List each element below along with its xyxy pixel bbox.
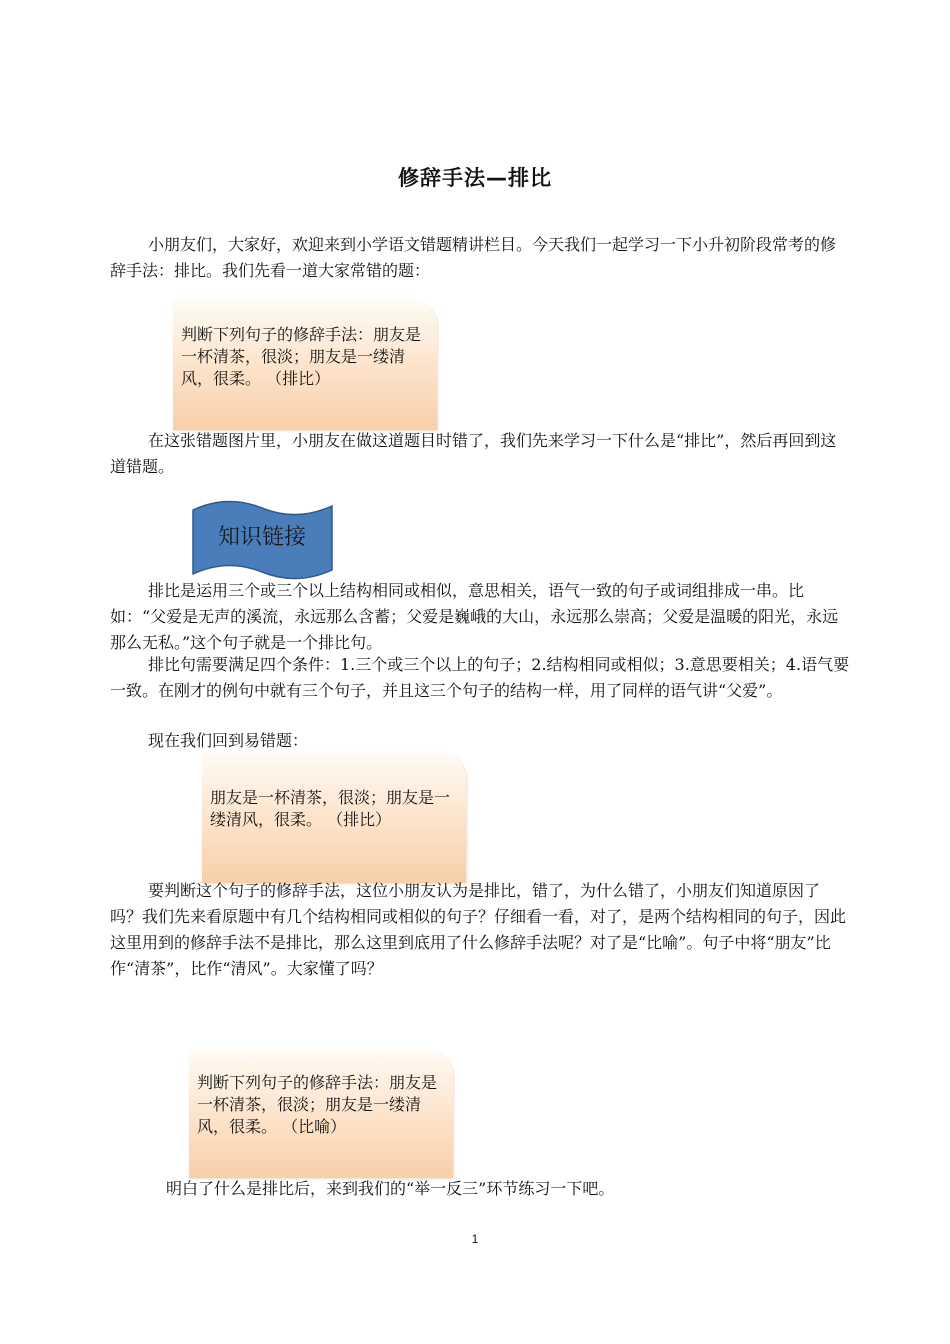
page-title: 修辞手法—排比 bbox=[398, 166, 552, 190]
closing-paragraph: 明白了什么是排比后，来到我们的“举一反三”环节练习一下吧。 bbox=[166, 1179, 615, 1198]
conditions-paragraph: 排比句需要满足四个条件：1.三个或三个以上的句子；2.结构相同或相似；3.意思要相关；4.语气要一致。在刚才的例句中就有三个句子，并且这三个句子的结构一样，用了同样的语气讲“父爱”。 bbox=[110, 655, 850, 700]
question-callout-1 bbox=[173, 300, 437, 430]
answer-callout-text: 判断下列句子的修辞手法：朋友是一杯清茶，很淡；朋友是一缕清风，很柔。 （比喻） bbox=[197, 1073, 438, 1136]
answer-callout bbox=[189, 1050, 453, 1178]
question-callout-2-text: 朋友是一杯清茶，很淡；朋友是一缕清风，很柔。 （排比） bbox=[210, 788, 451, 829]
knowledge-link-label: 知识链接 bbox=[217, 525, 306, 550]
intro-paragraph: 小朋友们，大家好，欢迎来到小学语文错题精讲栏目。今天我们一起学习一下小升初阶段常考的修辞手法：排比。我们先看一道大家常错的题： bbox=[110, 235, 837, 280]
question-callout-2 bbox=[202, 753, 466, 883]
after-question-paragraph: 在这张错题图片里，小朋友在做这道题目时错了，我们先来学习一下什么是“排比”，然后再回到这道错题。 bbox=[110, 431, 837, 476]
question-callout-1-text: 判断下列句子的修辞手法：朋友是一杯清茶，很淡；朋友是一缕清风，很柔。 （排比） bbox=[181, 325, 422, 388]
definition-paragraph: 排比是运用三个或三个以上结构相同或相似，意思相关，语气一致的句子或词组排成一串。比如：“父爱是无声的溪流，永远那么含蓄；父爱是巍峨的大山，永远那么崇高；父爱是温暖的阳光，永远那么无私。”这个句子就是一个排比句。 bbox=[110, 581, 839, 652]
explanation-paragraph: 要判断这个句子的修辞手法，这位小朋友认为是排比，错了，为什么错了，小朋友们知道原因了吗？我们先来看原题中有几个结构相同或相似的句子？仔细看一看，对了，是两个结构相同的句子，因此这里用到的修辞手法不是排比，那么这里到底用了什么修辞手法呢？对了是“比喻”。句子中将“朋友”比作“清茶”，比作“清风”。大家懂了吗？ bbox=[110, 881, 847, 978]
page-number: 1 bbox=[471, 1232, 479, 1246]
back-paragraph: 现在我们回到易错题： bbox=[148, 731, 309, 750]
